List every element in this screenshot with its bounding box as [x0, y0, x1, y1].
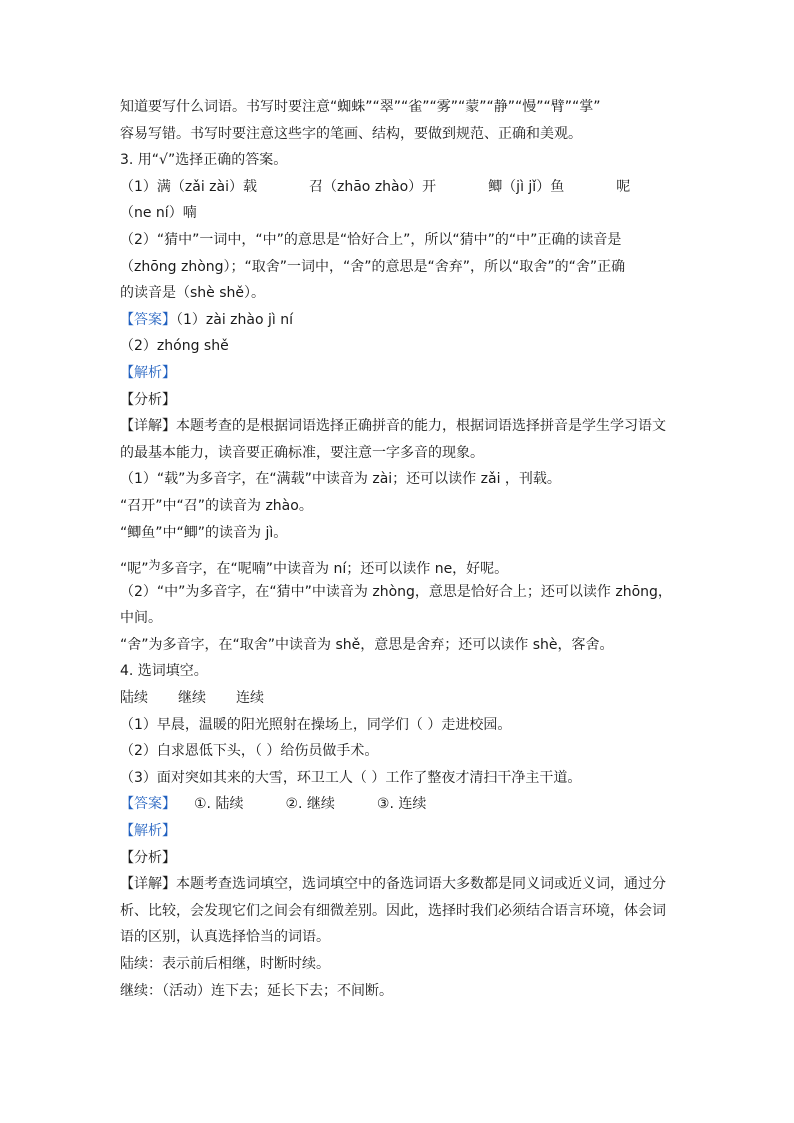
word-choice: 继续	[178, 690, 206, 707]
answer-line	[120, 791, 680, 818]
answer-text: （1）zài zhào jì ní	[176, 311, 293, 328]
detail-text: 本题考查的是根据词语选择正确拼音的能力，根据词语选择拼音是学生学习语文	[176, 418, 666, 435]
fill-blank-2: （2）白求恩低下头，（ ）给伤员做手术。	[120, 743, 379, 760]
text-line: 继续：（活动）连下去；延长下去；不间断。	[120, 982, 393, 999]
answer-item: ③. 连续	[376, 796, 427, 813]
text-fragment: 多音字，在“呢喃”中读音为 ní；还可以读作 ne，好呢。	[160, 561, 509, 578]
text-line: 析、比较，会发现它们之间会有细微差别。因此，选择时我们必须结合语言环境，体会词	[120, 902, 666, 919]
detail-line	[120, 871, 680, 898]
text-line: （2）“中”为多音字，在“猜中”中读音为 zhòng，意思是恰好合上；还可以读作 zhōng，	[120, 583, 672, 600]
answer-item: ①. 陆续	[194, 796, 244, 813]
text-line: 的最基本能力，读音要正确标准，要注意一字多音的现象。	[120, 444, 484, 461]
detail-tag: 【详解】	[120, 876, 176, 893]
analysis-tag: 【解析】	[120, 364, 176, 381]
detail-text: 本题考查选词填空，选词填空中的备选词语大多数都是同义词或近义词，通过分	[176, 876, 666, 893]
text-line: 陆续：表示前后相继，时断时续。	[120, 956, 330, 972]
answer-item: ②. 继续	[285, 796, 335, 813]
word-choice: 陆续	[120, 690, 148, 707]
text-line: “召开”中“召”的读音为 zhào。	[120, 497, 313, 514]
option-ne: 呢	[616, 178, 631, 195]
word-choices	[120, 685, 680, 712]
text-line: “舍”为多音字，在“取舍”中读音为 shě，意思是舍弃；还可以读作 shè，客舍。	[120, 636, 614, 653]
text-line: （ne ní）喃	[120, 205, 197, 222]
text-line: “鲫鱼”中“鲫”的读音为 jì。	[120, 524, 288, 541]
text-fragment: 为	[148, 558, 161, 573]
answer-line: （2）zhóng shě	[120, 338, 229, 355]
fill-blank-1: （1）早晨，温暖的阳光照射在操场上，同学们（ ）走进校园。	[120, 716, 512, 733]
option-zai: （1）满（zǎi zài）载	[120, 178, 257, 195]
text-line: （1）“载”为多音字，在“满载”中读音为 zài；还可以读作 zǎi ，刊载。	[120, 471, 561, 488]
analysis-line	[120, 360, 680, 387]
question-3-title: 3. 用“√”选择正确的答案。	[120, 152, 288, 169]
answer-tag: 【答案】	[120, 796, 176, 813]
answer-line	[120, 307, 680, 334]
analysis-tag: 【解析】	[120, 823, 176, 840]
detail-line	[120, 413, 680, 440]
text-fragment: “呢”	[120, 561, 149, 578]
option-zhao: 召（zhāo zhào）开	[309, 178, 437, 195]
analysis-heading: 【分析】	[120, 391, 176, 408]
detail-tag: 【详解】	[120, 418, 176, 435]
option-line	[120, 174, 680, 201]
text-line: 的读音是（shè shě）。	[120, 285, 266, 302]
answer-tag: 【答案】	[120, 311, 176, 328]
analysis-heading: 【分析】	[120, 849, 176, 866]
question-4-title: 4. 选词填空。	[120, 663, 208, 680]
text-line	[120, 552, 680, 579]
analysis-line	[120, 818, 680, 845]
option-ji: 鲫（jì jǐ）鱼	[488, 178, 565, 195]
text-line: （zhōng zhòng）；“取舍”一词中，“舍”的意思是“舍弃”，所以“取舍”的“舍”正确	[120, 258, 626, 275]
document-body	[120, 94, 680, 1004]
text-line: 语的区别，认真选择恰当的词语。	[120, 929, 330, 946]
text-line: 知道要写什么词语。书写时要注意“蜘蛛”“翠”“雀”“雾”“蒙”“静”“慢”“臂”“掌”	[120, 99, 601, 115]
text-line: 中间。	[120, 610, 162, 627]
fill-blank-3: （3）面对突如其来的大雪，环卫工人（ ）工作了整夜才清扫干净主干道。	[120, 769, 582, 786]
text-line: 容易写错。书写时要注意这些字的笔画、结构，要做到规范、正确和美观。	[120, 125, 582, 142]
word-choice: 连续	[236, 690, 264, 707]
text-line: （2）“猜中”一词中，“中”的意思是“恰好合上”，所以“猜中”的“中”正确的读音是	[120, 231, 622, 248]
